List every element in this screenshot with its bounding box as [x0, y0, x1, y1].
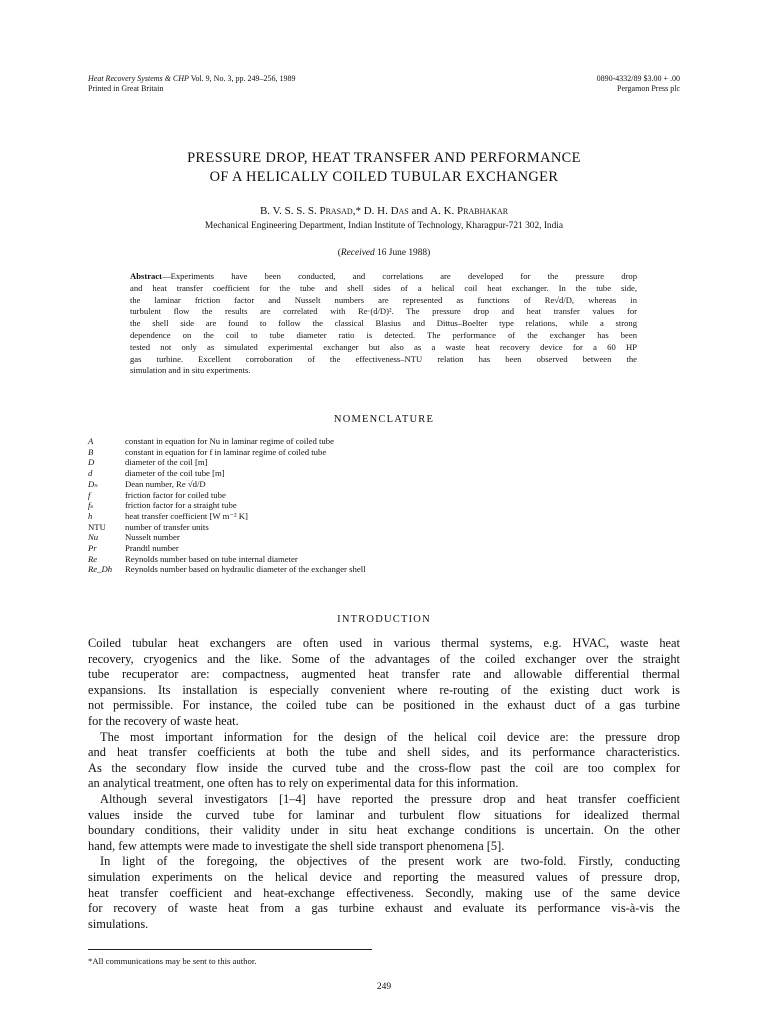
nomenclature-symbol: d	[88, 468, 93, 479]
nomenclature-item	[88, 468, 508, 479]
received-date-value: 16 June 1988	[374, 248, 428, 258]
nomenclature-symbol: B	[88, 446, 94, 457]
abstract-line: simulation and in situ experiments.	[130, 365, 251, 376]
body-line: In light of the foregoing, the objectives of the present work are two-fold. Firstly, conducting	[100, 854, 680, 869]
nomenclature-symbol: Dₙ	[88, 478, 98, 489]
nomenclature-item	[88, 511, 508, 522]
nomenclature-definition: number of transfer units	[125, 521, 209, 532]
journal-header-left	[88, 74, 295, 94]
body-line: for the recovery of waste heat.	[88, 713, 239, 728]
journal-name: Heat Recovery Systems & CHP	[88, 74, 189, 83]
nomenclature-definition: heat transfer coefficient [W m⁻² K]	[125, 510, 248, 521]
body-line: hand, few attempts were made to investigate the shell side transport phenomena [5].	[88, 838, 505, 853]
nomenclature-item	[88, 543, 508, 554]
publisher: Pergamon Press plc	[617, 84, 680, 93]
title-line-2: OF A HELICALLY COILED TUBULAR EXCHANGER	[209, 169, 559, 185]
body-line: simulation experiments on the helical device and reporting the measured values of pressure drop,	[88, 869, 680, 884]
body-line: Coiled tubular heat exchangers are often used in various thermal systems, e.g. HVAC, waste heat	[88, 636, 680, 650]
nomenclature-item	[88, 479, 508, 490]
introduction-heading: INTRODUCTION	[337, 614, 431, 625]
nomenclature-item	[88, 522, 508, 533]
journal-header-right	[597, 74, 680, 94]
nomenclature-definition: constant in equation for Nu in laminar regime of coiled tube	[125, 436, 334, 446]
paper-title	[88, 149, 680, 187]
nomenclature-definition: Reynolds number based on tube internal diameter	[125, 553, 298, 564]
nomenclature-symbol: fₛ	[88, 500, 94, 511]
nomenclature-symbol: Pr	[88, 543, 97, 554]
body-line: As the secondary flow inside the curved tube and the cross-flow past the coil are too complex for	[88, 760, 680, 775]
title-line-1: PRESSURE DROP, HEAT TRANSFER AND PERFORMANCE	[187, 150, 581, 166]
body-line: heat transfer coefficient and heat-exchange effectiveness. Secondly, making use of the same device	[88, 885, 680, 900]
body-line: an analytical treatment, one often has to rely on experimental data for this information.	[88, 776, 519, 791]
nomenclature-list	[88, 436, 508, 575]
printed-in: Printed in Great Britain	[88, 84, 164, 93]
footnote: *All communications may be sent to this author.	[88, 956, 257, 966]
abstract-line: tested not only as simulated experimental exchanger but also as a waste heat recovery device for a 60 HP	[130, 341, 637, 352]
nomenclature-definition: constant in equation for f in laminar regime of coiled tube	[125, 446, 327, 457]
nomenclature-item	[88, 457, 508, 468]
body-line: simulations.	[88, 916, 149, 931]
nomenclature-item	[88, 532, 508, 543]
author-1: B. V. S. S. S. Prasad,*	[259, 205, 361, 217]
journal-citation: Vol. 9, No. 3, pp. 249–256, 1989	[188, 74, 296, 83]
body-line: boundary conditions, their validity under in situ heat exchange conditions is uncertain. On the other	[88, 823, 680, 838]
nomenclature-definition: Reynolds number based on hydraulic diameter of the exchanger shell	[125, 564, 366, 575]
author-list	[88, 204, 680, 218]
nomenclature-symbol: Nu	[88, 532, 99, 543]
nomenclature-symbol: A	[88, 436, 94, 446]
body-line: for recovery of waste heat from a gas turbine exhaust and evaluate its performance vis-à-vis the	[88, 901, 680, 916]
received-date: (Received 16 June 1988)	[337, 248, 431, 258]
nomenclature-heading: NOMENCLATURE	[333, 414, 435, 425]
received-word: Received	[340, 248, 375, 258]
nomenclature-item	[88, 490, 508, 501]
abstract-line: turbulent flow the results are correlated with Re·(d/D)². The pressure drop and heat transfer values for	[130, 306, 637, 317]
nomenclature-symbol: h	[88, 510, 93, 521]
nomenclature-item	[88, 554, 508, 565]
nomenclature-definition: friction factor for coiled tube	[125, 489, 226, 500]
nomenclature-symbol: f	[88, 489, 91, 500]
author-and: and	[411, 205, 428, 217]
article-code: 0890-4332/89 $3.00 + .00	[596, 74, 680, 83]
author-2: D. H. Das	[363, 205, 409, 217]
abstract-line: the shell side are found to follow the classical Blasius and Dittus–Boelter type relations, while a strong	[130, 318, 637, 329]
abstract-line: dependence on the coil to tube diameter ratio is detected. The performance of the exchanger has been	[130, 329, 637, 340]
nomenclature-item	[88, 436, 508, 447]
affiliation: Mechanical Engineering Department, Indian Institute of Technology, Kharagpur-721 302, India	[204, 221, 564, 231]
abstract-line: Abstract—Experiments have been conducted, and correlations are developed for the pressure drop	[130, 271, 637, 281]
nomenclature-item	[88, 447, 508, 458]
author-3: A. K. Prabhakar	[430, 205, 509, 217]
abstract-label: Abstract	[130, 271, 162, 281]
nomenclature-definition: friction factor for a straight tube	[125, 500, 237, 511]
nomenclature-definition: diameter of the coil [m]	[125, 457, 208, 468]
body-line: recovery, cryogenics and the like. Some of the advantages of the coiled exchanger over the straight	[88, 651, 680, 666]
body-line: and heat transfer coefficients at both the tube and shell sides, and its performance characteristics.	[88, 745, 680, 760]
abstract	[130, 271, 637, 377]
nomenclature-item	[88, 500, 508, 511]
page-number: 249	[376, 982, 392, 992]
introduction-body	[88, 636, 680, 932]
body-line: tube recuperator are: compactness, augmented heat transfer rate and allowable differential thermal	[88, 667, 680, 682]
nomenclature-symbol: D	[88, 457, 95, 468]
body-line: The most important information for the design of the helical coil device are: the pressure drop	[100, 729, 680, 744]
body-line: expansions. Its installation is especially convenient where re-routing of the existing duct work is	[88, 682, 680, 697]
nomenclature-definition: Dean number, Re √d/D	[125, 478, 206, 489]
body-line: values inside the curved tube for laminar and turbulent flow situations for idealized thermal	[88, 807, 680, 822]
abstract-line: the laminar friction factor and Nusselt numbers are represented as functions of Re√d/D, whereas in	[130, 294, 637, 305]
nomenclature-definition: Prandtl number	[125, 543, 179, 554]
nomenclature-symbol: Re_Dh	[88, 564, 113, 575]
nomenclature-definition: Nusselt number	[125, 532, 180, 543]
nomenclature-symbol: Re	[88, 553, 98, 564]
footnote-rule	[88, 949, 372, 950]
abstract-line: gas turbine. Excellent corroboration of the effectiveness–NTU relation has been observed between the	[130, 353, 637, 364]
body-line: not permissible. For instance, the coiled tube can be positioned in the exhaust duct of a gas turbine	[88, 698, 680, 713]
nomenclature-definition: diameter of the coil tube [m]	[125, 468, 225, 479]
body-line: Although several investigators [1–4] have reported the pressure drop and heat transfer coefficient	[100, 791, 680, 806]
nomenclature-symbol: NTU	[88, 521, 106, 532]
abstract-line: and heat transfer coefficient for the tube and shell sides of a helical coil heat exchanger. In the tube side,	[130, 282, 637, 293]
nomenclature-item	[88, 564, 508, 575]
